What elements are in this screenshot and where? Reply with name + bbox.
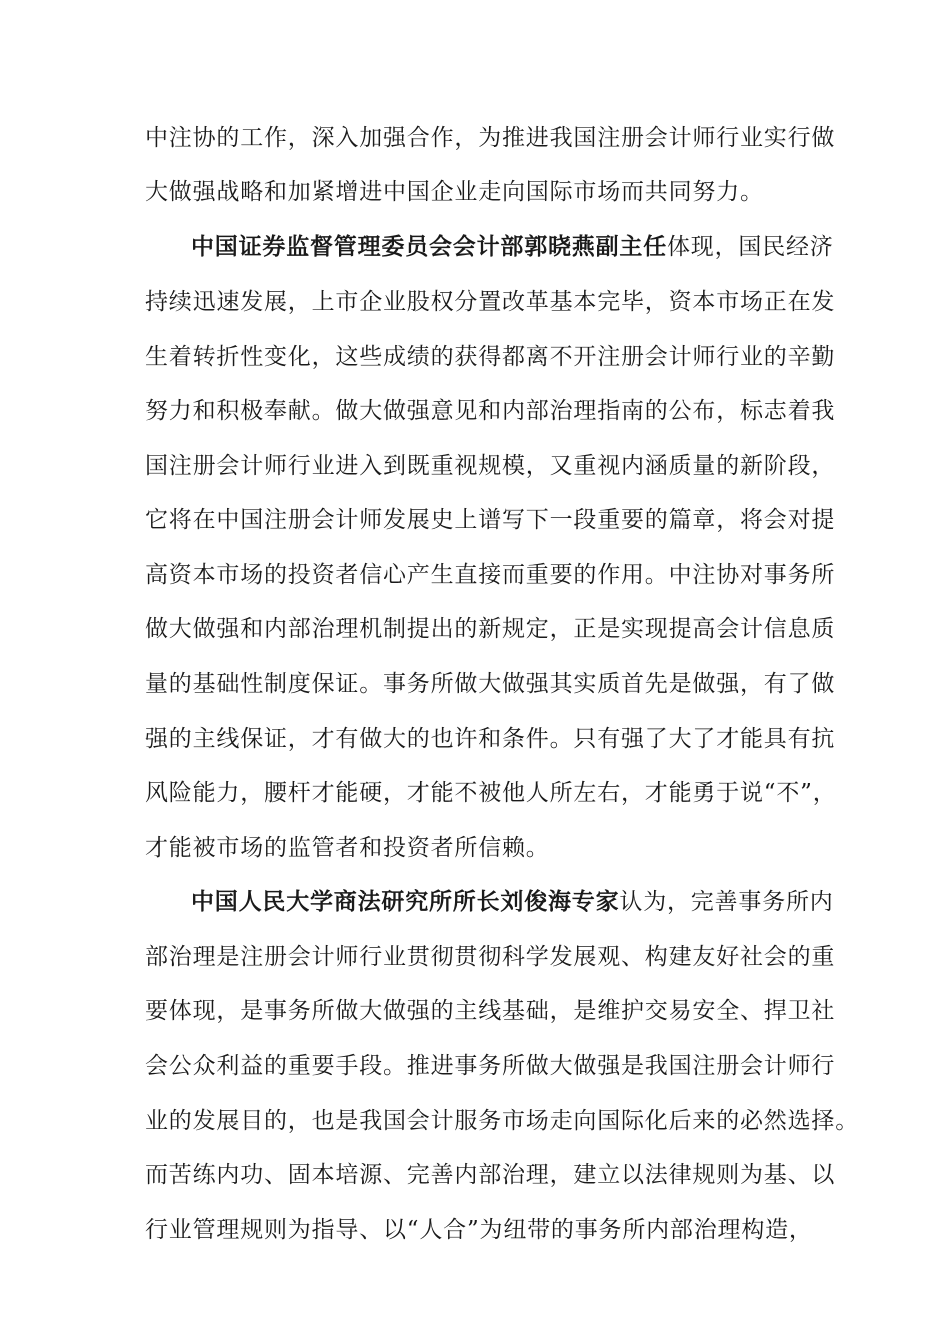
paragraph-1-line-1: 中注协的工作，深入加强合作，为推进我国注册会计师行业实行做 (145, 125, 836, 151)
paragraph-2-line-2: 持续迅速发展，上市企业股权分置改革基本完毕，资本市场正在发 (145, 289, 836, 315)
speaker-name: 中国人民大学商法研究所所长刘俊海专家 (191, 888, 620, 915)
paragraph-2-line-8: 做大做强和内部治理机制提出的新规定，正是实现提高会计信息质 (145, 616, 836, 642)
speaker-name: 中国证券监督管理委员会会计部郭晓燕副主任 (191, 233, 667, 260)
paragraph-3-line-1-text: 认为，完善事务所内 (619, 889, 834, 915)
paragraph-2-line-10: 强的主线保证，才有做大的也许和条件。只有强了大了才能具有抗 (145, 726, 836, 752)
paragraph-3-line-2: 部治理是注册会计师行业贯彻贯彻科学发展观、构建友好社会的重 (145, 944, 836, 970)
paragraph-2-line-1-text: 体现，国民经济 (667, 234, 834, 260)
paragraph-2-line-5: 国注册会计师行业进入到既重视规模，又重视内涵质量的新阶段， (145, 453, 836, 479)
paragraph-3-line-3: 要体现，是事务所做大做强的主线基础，是维护交易安全、捍卫社 (145, 998, 836, 1024)
paragraph-2-line-7: 高资本市场的投资者信心产生直接而重要的作用。中注协对事务所 (145, 562, 836, 588)
paragraph-3-line-1 (191, 887, 871, 917)
paragraph-2-line-4: 努力和积极奉献。做大做强意见和内部治理指南的公布，标志着我 (145, 398, 836, 424)
paragraph-1-line-2: 大做强战略和加紧增进中国企业走向国际市场而共同努力。 (145, 179, 764, 205)
paragraph-2-line-9: 量的基础性制度保证。事务所做大做强其实质首先是做强，有了做 (145, 671, 836, 697)
paragraph-2-line-6: 它将在中国注册会计师发展史上谱写下一段重要的篇章，将会对提 (145, 507, 836, 533)
paragraph-3-line-6: 而苦练内功、固本培源、完善内部治理，建立以法律规则为基、以 (145, 1162, 836, 1188)
paragraph-2-line-11: 风险能力，腰杆才能硬，才能不被他人所左右，才能勇于说“不”， (145, 780, 837, 806)
paragraph-3-line-4: 会公众利益的重要手段。推进事务所做大做强是我国注册会计师行 (145, 1053, 836, 1079)
paragraph-2-line-12: 才能被市场的监管者和投资者所信赖。 (145, 835, 550, 861)
paragraph-3-line-5: 业的发展目的，也是我国会计服务市场走向国际化后来的必然选择。 (145, 1108, 859, 1134)
paragraph-2-line-3: 生着转折性变化，这些成绩的获得都离不开注册会计师行业的辛勤 (145, 344, 836, 370)
paragraph-3-line-7: 行业管理规则为指导、以“人合”为纽带的事务所内部治理构造， (145, 1217, 813, 1243)
paragraph-2-line-1 (191, 232, 871, 262)
